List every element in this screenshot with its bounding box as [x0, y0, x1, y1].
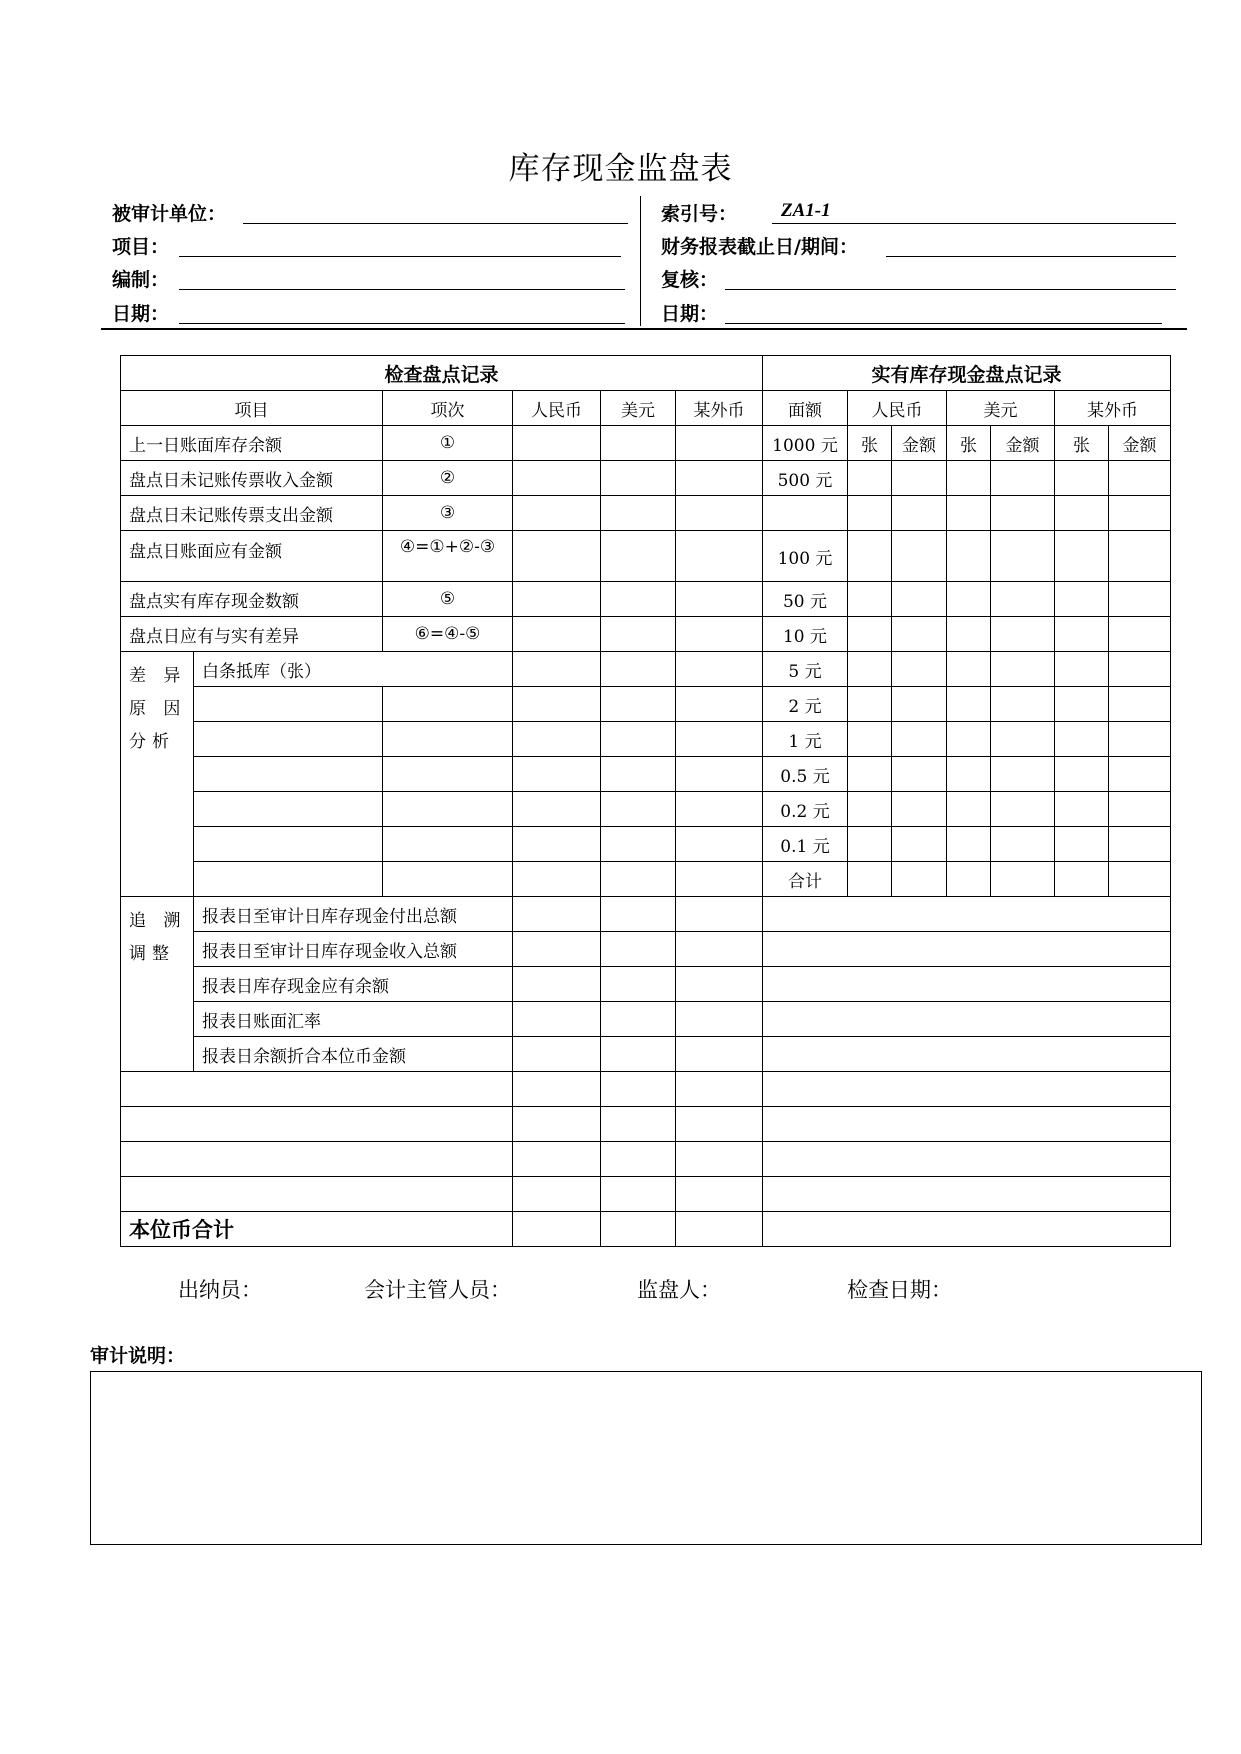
- denomination: 500 元: [763, 461, 848, 496]
- input-cell[interactable]: [383, 687, 513, 722]
- input-cell[interactable]: [1055, 827, 1109, 862]
- col-usd-count: 美元: [947, 391, 1055, 426]
- col-index: 项次: [383, 391, 513, 426]
- input-cell[interactable]: [1109, 862, 1171, 897]
- input-cell[interactable]: [676, 1002, 763, 1037]
- input-cell[interactable]: [991, 461, 1055, 496]
- prepared-field[interactable]: [179, 289, 625, 290]
- input-cell[interactable]: [947, 757, 991, 792]
- input-cell[interactable]: [676, 1107, 763, 1142]
- input-cell[interactable]: [513, 792, 601, 827]
- review-label: 复核：: [661, 269, 719, 291]
- auditee-field[interactable]: [243, 223, 628, 224]
- input-cell[interactable]: [601, 862, 676, 897]
- input-cell[interactable]: [892, 461, 947, 496]
- input-cell[interactable]: [513, 967, 601, 1002]
- input-cell[interactable]: [513, 652, 601, 687]
- cashier-label: 出纳员：: [178, 1278, 262, 1302]
- denomination: 0.1 元: [763, 827, 848, 862]
- input-cell[interactable]: [194, 722, 383, 757]
- input-cell[interactable]: [1055, 757, 1109, 792]
- col-denomination: 面额: [763, 391, 848, 426]
- date2-field[interactable]: [725, 323, 1162, 324]
- input-cell[interactable]: [513, 617, 601, 652]
- input-cell[interactable]: [947, 582, 991, 617]
- input-cell[interactable]: [848, 531, 892, 582]
- denomination: 100 元: [763, 531, 848, 582]
- input-cell[interactable]: [991, 862, 1055, 897]
- input-cell[interactable]: [1109, 496, 1171, 531]
- input-cell[interactable]: [848, 617, 892, 652]
- input-cell[interactable]: [1055, 652, 1109, 687]
- input-cell[interactable]: [676, 1142, 763, 1177]
- input-cell[interactable]: [121, 1177, 513, 1212]
- input-cell[interactable]: [194, 862, 383, 897]
- input-cell[interactable]: [121, 1142, 513, 1177]
- sub-col-sheets: 张: [848, 426, 892, 461]
- input-cell[interactable]: [513, 461, 601, 496]
- input-cell[interactable]: [947, 862, 991, 897]
- input-cell[interactable]: [676, 722, 763, 757]
- input-cell[interactable]: [763, 1177, 1171, 1212]
- input-cell[interactable]: [194, 757, 383, 792]
- sub-col-amount: 金额: [892, 426, 947, 461]
- input-cell[interactable]: [763, 1212, 1171, 1247]
- sub-col-sheets: 张: [1055, 426, 1109, 461]
- input-cell[interactable]: [601, 792, 676, 827]
- input-cell[interactable]: [676, 531, 763, 582]
- input-cell[interactable]: [513, 1107, 601, 1142]
- trace-item: 报表日至审计日库存现金付出总额: [194, 897, 513, 932]
- input-cell[interactable]: [892, 722, 947, 757]
- input-cell[interactable]: [513, 757, 601, 792]
- input-cell[interactable]: [1055, 722, 1109, 757]
- row-item: 盘点实有库存现金数额: [121, 582, 383, 617]
- input-cell[interactable]: [1055, 496, 1109, 531]
- input-cell[interactable]: [1109, 722, 1171, 757]
- denomination: 5 元: [763, 652, 848, 687]
- input-cell[interactable]: [513, 1142, 601, 1177]
- input-cell[interactable]: [676, 897, 763, 932]
- input-cell[interactable]: [513, 582, 601, 617]
- input-cell[interactable]: [513, 1177, 601, 1212]
- trace-adjust-label: 追 溯 调整: [121, 897, 194, 1072]
- index-value: ZA1-1: [781, 200, 831, 221]
- input-cell[interactable]: [601, 496, 676, 531]
- row-index: ⑤: [383, 582, 513, 617]
- input-cell[interactable]: [676, 1212, 763, 1247]
- input-cell[interactable]: [947, 496, 991, 531]
- input-cell[interactable]: [676, 1177, 763, 1212]
- input-cell[interactable]: [763, 1002, 1171, 1037]
- input-cell[interactable]: [991, 617, 1055, 652]
- input-cell[interactable]: [848, 582, 892, 617]
- input-cell[interactable]: [892, 531, 947, 582]
- denomination-total: 合计: [763, 862, 848, 897]
- input-cell[interactable]: [1055, 792, 1109, 827]
- denomination: 0.2 元: [763, 792, 848, 827]
- input-cell[interactable]: [383, 722, 513, 757]
- trace-item: 报表日余额折合本位币金额: [194, 1037, 513, 1072]
- row-index: ③: [383, 496, 513, 531]
- sub-col-amount: 金额: [991, 426, 1055, 461]
- input-cell[interactable]: [383, 862, 513, 897]
- input-cell[interactable]: [848, 461, 892, 496]
- period-label: 财务报表截止日/期间：: [661, 236, 858, 258]
- input-cell[interactable]: [676, 1037, 763, 1072]
- input-cell[interactable]: [1109, 827, 1171, 862]
- col-rmb: 人民币: [513, 391, 601, 426]
- col-foreign: 某外币: [676, 391, 763, 426]
- input-cell[interactable]: [1055, 617, 1109, 652]
- section-actual-cash: 实有库存现金盘点记录: [763, 356, 1171, 391]
- col-foreign-count: 某外币: [1055, 391, 1171, 426]
- input-cell[interactable]: [991, 531, 1055, 582]
- input-cell[interactable]: [892, 827, 947, 862]
- input-cell[interactable]: [676, 617, 763, 652]
- input-cell[interactable]: [676, 582, 763, 617]
- row-item: 盘点日未记账传票支出金额: [121, 496, 383, 531]
- input-cell[interactable]: [513, 531, 601, 582]
- index-field[interactable]: [772, 223, 1176, 224]
- input-cell[interactable]: [121, 1072, 513, 1107]
- input-cell[interactable]: [601, 617, 676, 652]
- input-cell[interactable]: [1109, 687, 1171, 722]
- input-cell[interactable]: [991, 827, 1055, 862]
- input-cell[interactable]: [383, 757, 513, 792]
- input-cell[interactable]: [676, 1072, 763, 1107]
- diff-analysis-label: 差 异 原 因 分析: [121, 652, 194, 897]
- input-cell[interactable]: [848, 827, 892, 862]
- date-field[interactable]: [179, 323, 625, 324]
- row-index: ①: [383, 426, 513, 461]
- input-cell[interactable]: [601, 1002, 676, 1037]
- input-cell[interactable]: [194, 792, 383, 827]
- input-cell[interactable]: [892, 757, 947, 792]
- input-cell[interactable]: [601, 1037, 676, 1072]
- local-currency-total-label: 本位币合计: [121, 1212, 513, 1247]
- input-cell[interactable]: [676, 827, 763, 862]
- denomination: 1000 元: [763, 426, 848, 461]
- input-cell[interactable]: [763, 1142, 1171, 1177]
- input-cell[interactable]: [676, 967, 763, 1002]
- input-cell[interactable]: [947, 461, 991, 496]
- input-cell[interactable]: [601, 897, 676, 932]
- input-cell[interactable]: [676, 757, 763, 792]
- input-cell[interactable]: [601, 652, 676, 687]
- input-cell[interactable]: [848, 652, 892, 687]
- period-field[interactable]: [886, 256, 1176, 257]
- sub-col-sheets: 张: [947, 426, 991, 461]
- input-cell[interactable]: [1109, 792, 1171, 827]
- input-cell[interactable]: [947, 722, 991, 757]
- input-cell[interactable]: [194, 687, 383, 722]
- row-index: ④=①+②-③: [383, 531, 513, 582]
- input-cell[interactable]: [383, 792, 513, 827]
- input-cell[interactable]: [513, 426, 601, 461]
- input-cell[interactable]: [763, 932, 1171, 967]
- input-cell[interactable]: [991, 496, 1055, 531]
- input-cell[interactable]: [947, 792, 991, 827]
- input-cell[interactable]: [947, 652, 991, 687]
- row-index: ②: [383, 461, 513, 496]
- input-cell[interactable]: [601, 1072, 676, 1107]
- input-cell[interactable]: [947, 531, 991, 582]
- input-cell[interactable]: [601, 426, 676, 461]
- input-cell[interactable]: [676, 652, 763, 687]
- date-label: 日期：: [112, 303, 170, 325]
- row-item: 上一日账面库存余额: [121, 426, 383, 461]
- input-cell[interactable]: [676, 932, 763, 967]
- input-cell[interactable]: [513, 862, 601, 897]
- supervisor-label: 会计主管人员：: [364, 1278, 511, 1302]
- input-cell[interactable]: [991, 582, 1055, 617]
- input-cell[interactable]: [121, 1107, 513, 1142]
- input-cell[interactable]: [1109, 757, 1171, 792]
- col-item: 项目: [121, 391, 383, 426]
- input-cell[interactable]: [1055, 687, 1109, 722]
- input-cell[interactable]: [892, 687, 947, 722]
- denomination: 1 元: [763, 722, 848, 757]
- input-cell[interactable]: [1109, 617, 1171, 652]
- denomination: 50 元: [763, 582, 848, 617]
- input-cell[interactable]: [513, 722, 601, 757]
- input-cell[interactable]: [1109, 461, 1171, 496]
- input-cell[interactable]: [763, 897, 1171, 932]
- input-cell[interactable]: [601, 531, 676, 582]
- input-cell[interactable]: [601, 1107, 676, 1142]
- input-cell[interactable]: [892, 617, 947, 652]
- trace-item: 报表日至审计日库存现金收入总额: [194, 932, 513, 967]
- input-cell[interactable]: [601, 1212, 676, 1247]
- input-cell[interactable]: [991, 792, 1055, 827]
- audit-notes-box[interactable]: [90, 1371, 1202, 1545]
- input-cell[interactable]: [848, 757, 892, 792]
- input-cell[interactable]: [601, 932, 676, 967]
- row-item: 盘点日账面应有金额: [121, 531, 383, 582]
- input-cell[interactable]: [1109, 652, 1171, 687]
- input-cell[interactable]: [763, 1037, 1171, 1072]
- input-cell[interactable]: [1109, 582, 1171, 617]
- input-cell[interactable]: [513, 687, 601, 722]
- input-cell[interactable]: [991, 687, 1055, 722]
- input-cell[interactable]: [601, 1177, 676, 1212]
- prepared-label: 编制：: [112, 269, 170, 291]
- cash-count-table: [120, 355, 1171, 1247]
- row-index: ⑥=④-⑤: [383, 617, 513, 652]
- page-title: 库存现金监盘表: [508, 151, 733, 187]
- input-cell[interactable]: [848, 792, 892, 827]
- project-field[interactable]: [179, 256, 621, 257]
- input-cell[interactable]: [1055, 862, 1109, 897]
- input-cell[interactable]: [848, 496, 892, 531]
- input-cell[interactable]: [892, 496, 947, 531]
- col-usd: 美元: [601, 391, 676, 426]
- denomination: 10 元: [763, 617, 848, 652]
- input-cell[interactable]: [513, 1002, 601, 1037]
- sub-col-amount: 金额: [1109, 426, 1171, 461]
- auditee-label: 被审计单位：: [112, 203, 227, 225]
- input-cell[interactable]: [383, 827, 513, 862]
- row-item: 盘点日应有与实有差异: [121, 617, 383, 652]
- row-item: 盘点日未记账传票收入金额: [121, 461, 383, 496]
- input-cell[interactable]: [848, 722, 892, 757]
- review-field[interactable]: [725, 289, 1176, 290]
- monitor-label: 监盘人：: [637, 1278, 721, 1302]
- header-rule: [101, 328, 1187, 330]
- input-cell[interactable]: [676, 461, 763, 496]
- index-label: 索引号：: [661, 203, 738, 225]
- input-cell[interactable]: [848, 687, 892, 722]
- project-label: 项目：: [112, 236, 170, 258]
- input-cell[interactable]: [513, 827, 601, 862]
- input-cell[interactable]: [513, 897, 601, 932]
- input-cell[interactable]: [763, 1107, 1171, 1142]
- input-cell[interactable]: [601, 687, 676, 722]
- input-cell[interactable]: [947, 827, 991, 862]
- input-cell[interactable]: [991, 652, 1055, 687]
- input-cell[interactable]: [676, 496, 763, 531]
- input-cell[interactable]: [947, 687, 991, 722]
- input-cell[interactable]: [947, 617, 991, 652]
- input-cell[interactable]: [513, 1212, 601, 1247]
- trace-item: 报表日账面汇率: [194, 1002, 513, 1037]
- input-cell[interactable]: [1055, 582, 1109, 617]
- diff-item: 白条抵库（张）: [194, 652, 513, 687]
- input-cell[interactable]: [892, 792, 947, 827]
- input-cell[interactable]: [892, 652, 947, 687]
- date2-label: 日期：: [661, 303, 719, 325]
- input-cell[interactable]: [513, 1072, 601, 1107]
- input-cell[interactable]: [601, 461, 676, 496]
- input-cell[interactable]: [1055, 461, 1109, 496]
- input-cell[interactable]: [601, 1142, 676, 1177]
- input-cell[interactable]: [194, 827, 383, 862]
- input-cell[interactable]: [601, 967, 676, 1002]
- input-cell[interactable]: [513, 1037, 601, 1072]
- input-cell[interactable]: [892, 862, 947, 897]
- input-cell[interactable]: [848, 862, 892, 897]
- trace-item: 报表日库存现金应有余额: [194, 967, 513, 1002]
- input-cell[interactable]: [601, 827, 676, 862]
- check-date-label: 检查日期：: [847, 1278, 952, 1302]
- input-cell[interactable]: [1109, 531, 1171, 582]
- input-cell[interactable]: [763, 967, 1171, 1002]
- input-cell[interactable]: [1055, 531, 1109, 582]
- section-check-record: 检查盘点记录: [121, 356, 763, 391]
- input-cell[interactable]: [676, 687, 763, 722]
- col-rmb-count: 人民币: [848, 391, 947, 426]
- input-cell[interactable]: [676, 426, 763, 461]
- input-cell[interactable]: [892, 582, 947, 617]
- input-cell[interactable]: [513, 496, 601, 531]
- denomination: 0.5 元: [763, 757, 848, 792]
- input-cell[interactable]: [601, 722, 676, 757]
- input-cell[interactable]: [991, 722, 1055, 757]
- input-cell[interactable]: [676, 862, 763, 897]
- denomination: 2 元: [763, 687, 848, 722]
- input-cell[interactable]: [601, 582, 676, 617]
- input-cell[interactable]: [513, 932, 601, 967]
- input-cell[interactable]: [676, 792, 763, 827]
- input-cell[interactable]: [763, 1072, 1171, 1107]
- header-divider: [640, 196, 641, 326]
- denomination: [763, 496, 848, 531]
- input-cell[interactable]: [601, 757, 676, 792]
- audit-notes-label: 审计说明：: [90, 1345, 186, 1367]
- input-cell[interactable]: [991, 757, 1055, 792]
